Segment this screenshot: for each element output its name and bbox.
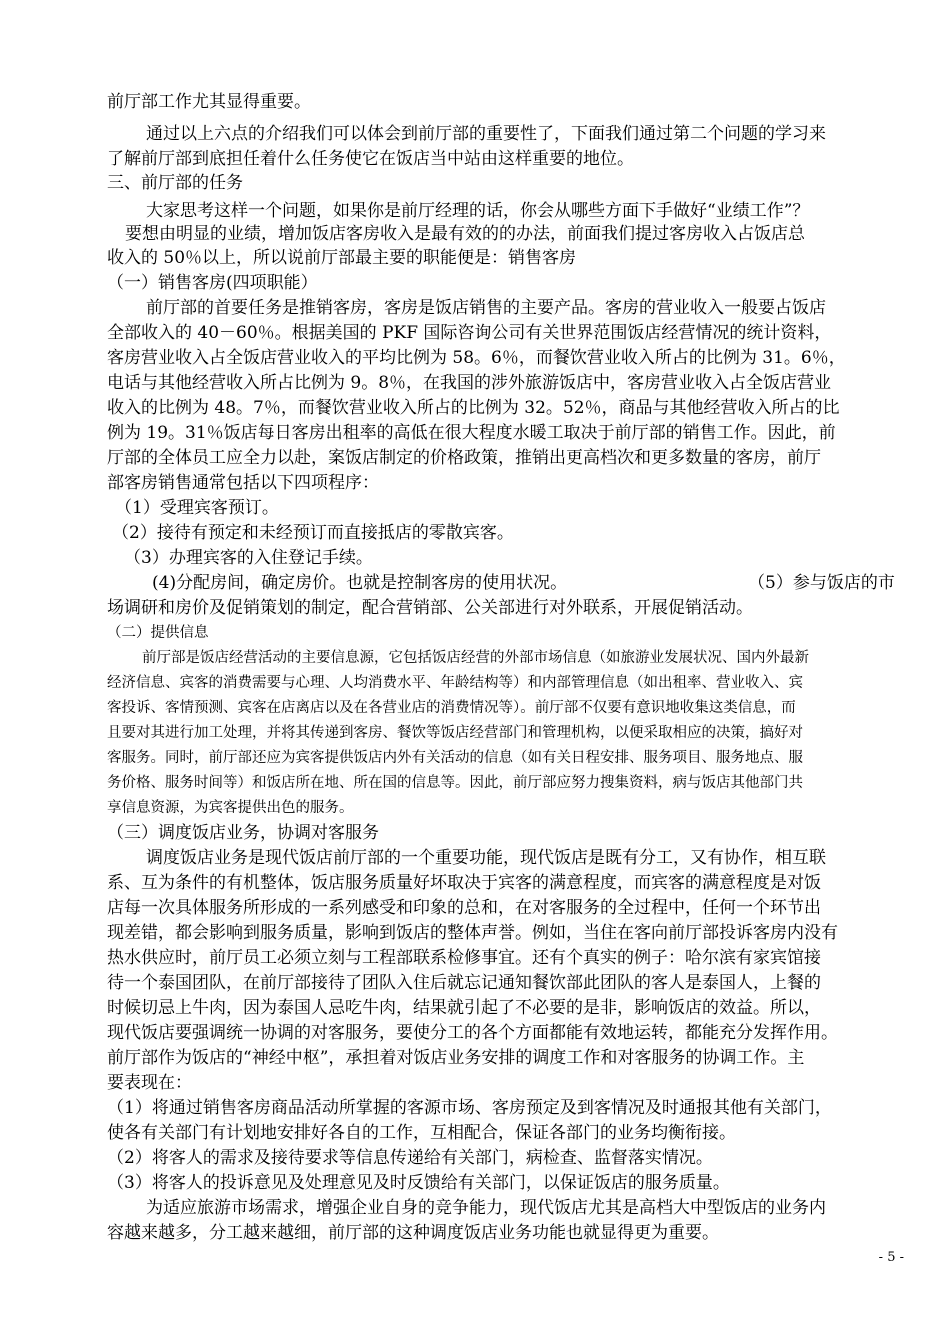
text-line: 例为 19。31％饭店每日客房出租率的高低在很大程度水暖工取决于前厅部的销售工作。因此，前 — [107, 423, 836, 443]
paragraph-first-line: 调度饭店业务是现代饭店前厅部的一个重要功能，现代饭店是既有分工，又有协作，相互联 — [146, 848, 826, 868]
subsection-heading: （一）销售客房(四项职能） — [107, 273, 318, 293]
paragraph-first-line: 前厅部的首要任务是推销客房，客房是饭店销售的主要产品。客房的营业收入一般要占饭店 — [146, 298, 826, 318]
text-line: 收入的 50％以上，所以说前厅部最主要的职能便是：销售客房 — [107, 248, 577, 268]
page-number: - 5 - — [878, 1250, 904, 1265]
text-line: 了解前厅部到底担任着什么任务使它在饭店当中站由这样重要的地位。 — [107, 149, 634, 169]
text-line: 部客房销售通常包括以下四项程序： — [107, 473, 379, 493]
list-item: （3）办理宾客的入住登记手续。 — [124, 548, 373, 568]
paragraph-first-line: 通过以上六点的介绍我们可以体会到前厅部的重要性了，下面我们通过第二个问题的学习来 — [146, 124, 826, 144]
text-line: 现代饭店要强调统一协调的对客服务，要使分工的各个方面都能有效地运转，都能充分发挥作用。 — [107, 1023, 838, 1043]
text-line: 场调研和房价及促销策划的制定，配合营销部、公关部进行对外联系，开展促销活动。 — [107, 598, 753, 618]
paragraph-first-line: 要想由明显的业绩，增加饭店客房收入是最有效的的办法，前面我们提过客房收入占饭店总 — [125, 224, 805, 244]
text-line: 且要对其进行加工处理，并将其传递到客房、餐饮等饭店经营部门和管理机构，以便采取相应的决策，搞好对 — [107, 725, 803, 741]
section-heading: 三、前厅部的任务 — [107, 173, 243, 193]
text-line: 厅部的全体员工应全力以赴，案饭店制定的价格政策，推销出更高档次和更多数量的客房，前厅 — [107, 448, 821, 468]
text-line: 要表现在： — [107, 1073, 192, 1093]
list-item: （5）参与饭店的市 — [748, 573, 895, 593]
paragraph-first-line: 为适应旅游市场需求，增强企业自身的竞争能力，现代饭店尤其是高档大中型饭店的业务内 — [146, 1198, 826, 1218]
paragraph-first-line: 前厅部是饭店经营活动的主要信息源，它包括饭店经营的外部市场信息（如旅游业发展状况、国内外最新 — [142, 650, 809, 666]
text-line: 务价格、服务时间等）和饭店所在地、所在国的信息等。因此，前厅部应努力搜集资料，病与饭店其他部门共 — [107, 775, 803, 791]
text-line: 系、互为条件的有机整体，饭店服务质量好坏取决于宾客的满意程度，而宾客的满意程度是对饭 — [107, 873, 821, 893]
list-item: （2）接待有预定和未经预订而直接抵店的零散宾客。 — [112, 523, 514, 543]
text-line: 店每一次具体服务所形成的一系列感受和印象的总和，在对客服务的全过程中，任何一个环节出 — [107, 898, 821, 918]
subsection-heading: （二）提供信息 — [107, 625, 209, 641]
list-item: （1）受理宾客预订。 — [115, 498, 279, 518]
text-line: 经济信息、宾客的消费需要与心理、人均消费水平、年龄结构等）和内部管理信息（如出租率、营业收入、宾 — [107, 675, 803, 691]
text-line: 客房营业收入占全饭店营业收入的平均比例为 58。6％，而餐饮营业收入所占的比例为 31。6％， — [107, 348, 846, 368]
list-item: （3）将客人的投诉意见及处理意见及时反馈给有关部门，以保证饭店的服务质量。 — [107, 1173, 730, 1193]
list-item: （2）将客人的需求及接待要求等信息传递给有关部门，病检查、监督落实情况。 — [107, 1148, 713, 1168]
text-line: 享信息资源，为宾客提供出色的服务。 — [107, 800, 354, 816]
subsection-heading: （三）调度饭店业务，协调对客服务 — [107, 823, 379, 843]
text-line: 收入的比例为 48。7％，而餐饮营业收入所占的比例为 32。52％，商品与其他经营收入所占的比 — [107, 398, 840, 418]
text-line: 客投诉、客情预测、宾客在店离店以及在各营业店的消费情况等）。前厅部不仅要有意识地收集这类信息，而 — [107, 700, 796, 716]
text-line: 客服务。同时，前厅部还应为宾客提供饭店内外有关活动的信息（如有关日程安排、服务项目、服务地点、服 — [107, 750, 803, 766]
text-line: 热水供应时，前厅员工必须立刻与工程部联系检修事宜。还有个真实的例子：哈尔滨有家宾馆接 — [107, 948, 821, 968]
text-line: 电话与其他经营收入所占比例为 9。8％，在我国的涉外旅游饭店中，客房营业收入占全饭店营业 — [107, 373, 832, 393]
text-line: 现差错，都会影响到服务质量，影响到饭店的整体声誉。例如，当住在客向前厅部投诉客房内没有 — [107, 923, 838, 943]
text-line: 待一个泰国团队，在前厅部接待了团队入住后就忘记通知餐饮部此团队的客人是泰国人，上餐的 — [107, 973, 821, 993]
list-item: (4)分配房间，确定房价。也就是控制客房的使用状况。 — [152, 573, 568, 593]
text-line: 容越来越多，分工越来越细，前厅部的这种调度饭店业务功能也就显得更为重要。 — [107, 1223, 719, 1243]
text-line: 时候切忌上牛肉，因为泰国人忌吃牛肉，结果就引起了不必要的是非，影响饭店的效益。所以， — [107, 998, 821, 1018]
text-line: 全部收入的 40－60％。根据美国的 PKF 国际咨询公司有关世界范围饭店经营情况的统计资料， — [107, 323, 832, 343]
text-line: 使各有关部门有计划地安排好各自的工作，互相配合，保证各部门的业务均衡衔接。 — [107, 1123, 736, 1143]
text-line: 前厅部工作尤其显得重要。 — [107, 92, 311, 112]
paragraph-first-line: 大家思考这样一个问题，如果你是前厅经理的话，你会从哪些方面下手做好“业绩工作”？ — [146, 201, 810, 221]
list-item: （1）将通过销售客房商品活动所掌握的客源市场、客房预定及到客情况及时通报其他有关部门， — [107, 1098, 832, 1118]
text-line: 前厅部作为饭店的“神经中枢”，承担着对饭店业务安排的调度工作和对客服务的协调工作。主 — [107, 1048, 805, 1068]
